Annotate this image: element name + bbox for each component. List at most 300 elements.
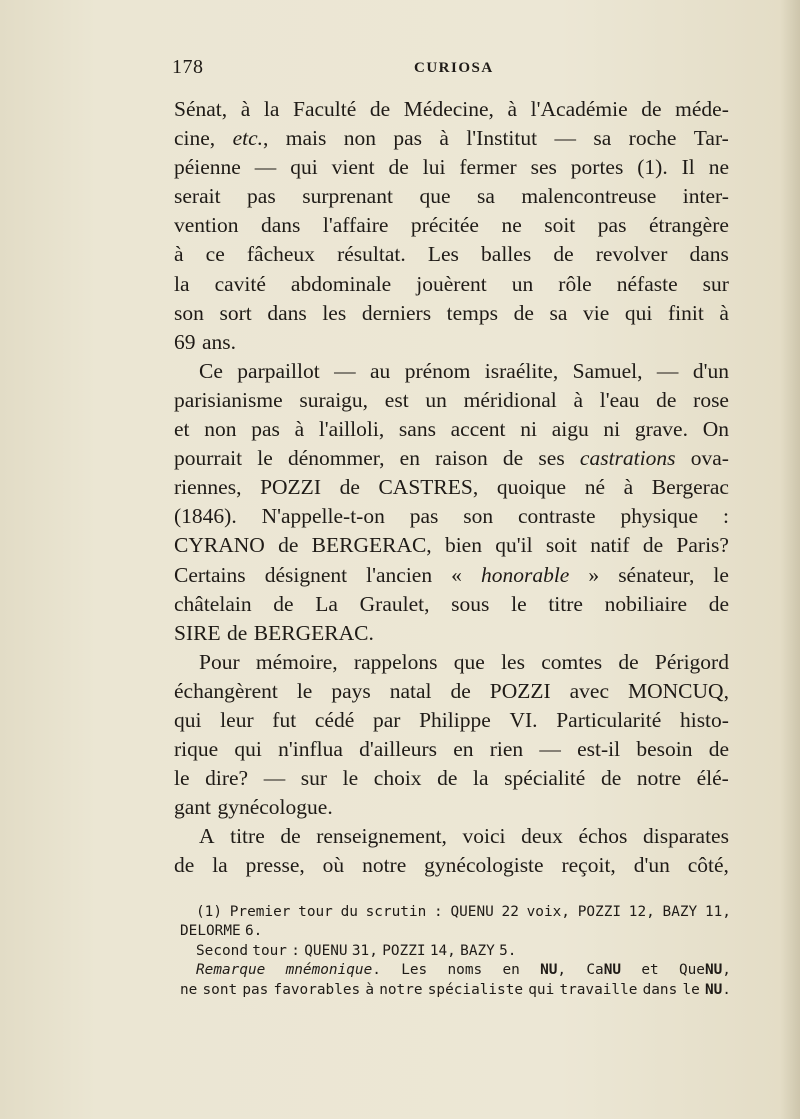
body-word: [723, 502, 729, 531]
body-text: un: [511, 271, 534, 296]
footnote-word: [352, 942, 378, 961]
body-line: [174, 240, 729, 269]
body-text: l'ancien: [366, 562, 433, 587]
body-word: [690, 240, 729, 269]
body-text: à: [623, 475, 634, 500]
body-word: [649, 211, 729, 240]
body-word: [174, 561, 246, 590]
body-word: [255, 153, 277, 182]
body-text: la: [473, 766, 489, 791]
body-text: —: [254, 155, 277, 180]
body-text: natal: [389, 678, 432, 703]
body-text: ans.: [201, 329, 236, 354]
body-text: les: [322, 300, 347, 325]
body-text: Particularité: [556, 707, 662, 732]
body-text: l'ailloli,: [318, 417, 385, 442]
footnote-text: NU: [704, 962, 723, 979]
footnote-text: (1): [196, 904, 222, 920]
body-text: à: [240, 97, 251, 121]
footnote-text: 22: [501, 904, 519, 920]
body-text: (1).: [637, 155, 668, 180]
body-text: ne: [501, 213, 522, 238]
running-head: CURIOSA: [414, 60, 494, 76]
footnote-word: [242, 981, 268, 1000]
body-text: ni: [520, 417, 537, 442]
body-word: [447, 299, 498, 328]
body-word: [618, 648, 638, 677]
body-word: [624, 473, 634, 502]
footnote-text: QUENU: [450, 904, 494, 920]
body-word: [234, 735, 261, 764]
body-text: à: [719, 300, 729, 325]
body-word: [588, 561, 599, 590]
footnote-word: [245, 922, 262, 941]
body-word: [655, 648, 729, 677]
body-text: mémoire,: [255, 649, 338, 674]
body-text: de: [641, 97, 662, 121]
body-text: né: [584, 475, 605, 500]
body-word: [174, 211, 239, 240]
body-word: [531, 153, 557, 182]
body-word: [315, 590, 338, 619]
body-text: Graulet,: [359, 591, 430, 616]
body-text: de: [708, 591, 729, 616]
body-word: [343, 764, 359, 793]
body-word: [693, 357, 729, 386]
body-text: mais: [285, 126, 327, 151]
body-word: [297, 677, 313, 706]
footnote-text: BAZY: [662, 904, 698, 920]
body-word: [174, 502, 237, 531]
body-word: [293, 95, 356, 124]
body-line: [174, 299, 729, 328]
footnote-word: [663, 903, 698, 922]
body-text: de: [513, 300, 534, 325]
body-word: [635, 415, 688, 444]
footnote-word: [252, 942, 287, 961]
body-word: [204, 415, 236, 444]
body-word: [256, 648, 338, 677]
body-text: soit: [544, 213, 576, 238]
body-text: nobiliaire: [604, 591, 688, 616]
body-word: [703, 415, 729, 444]
body-word: [675, 95, 729, 124]
body-line: [174, 182, 729, 211]
body-word: [206, 240, 225, 269]
body-text: rose: [693, 387, 729, 412]
body-text: de: [388, 155, 409, 180]
body-word: [600, 386, 640, 415]
body-text: échos: [578, 824, 628, 849]
body-word: [709, 590, 729, 619]
body-word: [405, 357, 471, 386]
body-text: dans: [260, 213, 301, 238]
body-word: [264, 95, 280, 124]
body-word: [548, 590, 583, 619]
body-text: de: [339, 475, 360, 500]
body-word: [374, 764, 422, 793]
body-text: etc.: [232, 126, 263, 151]
body-word: [291, 270, 391, 299]
body-word: [378, 473, 478, 502]
body-word: [241, 95, 251, 124]
body-word: [521, 822, 563, 851]
footnote-text: Premier: [229, 904, 291, 920]
footnote-word: [274, 981, 361, 1000]
body-word: [593, 124, 611, 153]
footnote-word: [705, 903, 731, 922]
body-text: besoin: [636, 737, 693, 762]
body-word: [541, 648, 602, 677]
body-word: [538, 444, 564, 473]
body-word: [212, 851, 228, 880]
body-line: [174, 793, 729, 822]
body-text: ova-: [690, 446, 729, 471]
body-text: [174, 95, 729, 881]
footnote-text: NU: [540, 962, 558, 979]
footnote-text: Remarque: [196, 962, 266, 979]
body-text: :: [722, 504, 729, 529]
body-word: [323, 851, 345, 880]
body-word: [454, 648, 485, 677]
body-text: soit: [545, 533, 577, 558]
body-word: [390, 677, 432, 706]
body-text: qui: [174, 707, 202, 732]
body-text: roche: [628, 126, 677, 151]
body-text: La: [315, 591, 338, 616]
footnote-text: tour: [298, 904, 333, 920]
body-word: [450, 677, 470, 706]
body-word: [174, 124, 215, 153]
body-word: [643, 822, 729, 851]
body-word: [485, 357, 558, 386]
body-text: d'un: [692, 358, 729, 383]
body-text: gynécologiste: [424, 853, 544, 878]
body-text: méde-: [675, 97, 729, 121]
footnote-text: en: [502, 962, 520, 979]
footnote-text: BAZY: [460, 942, 495, 959]
body-line: [174, 822, 729, 851]
body-word: [531, 95, 628, 124]
footnote-line: [180, 922, 731, 941]
body-word: [643, 531, 663, 560]
body-word: [419, 706, 491, 735]
body-text: ses: [538, 446, 565, 471]
body-text: Bergerac: [651, 475, 729, 500]
body-text: accent: [450, 417, 506, 442]
body-line: [174, 386, 729, 415]
body-word: [573, 386, 583, 415]
footnote-text: pas: [242, 981, 269, 998]
footnote-text: noms: [447, 962, 483, 979]
body-line: [174, 95, 729, 124]
footnote-word: [434, 903, 443, 922]
body-word: [490, 677, 551, 706]
body-text: méridional: [463, 387, 557, 412]
body-text: et: [174, 417, 190, 442]
body-text: temps: [446, 300, 499, 325]
footnote-word: [196, 961, 265, 980]
body-word: [495, 531, 532, 560]
footnote-word: [401, 961, 427, 980]
body-word: [641, 95, 661, 124]
body-word: [273, 590, 293, 619]
body-word: [411, 211, 479, 240]
body-word: [404, 95, 494, 124]
footnote-word: [679, 961, 731, 980]
body-text: n'influa: [278, 737, 343, 762]
body-text: Certains: [174, 562, 246, 587]
footnote-word: [540, 961, 566, 980]
footnote-text: .: [722, 981, 731, 998]
body-word: [359, 735, 437, 764]
body-line: [174, 270, 729, 299]
body-text: sort: [219, 300, 252, 325]
body-word: [605, 590, 687, 619]
body-word: [463, 822, 506, 851]
body-word: [453, 735, 473, 764]
body-text: CASTRES,: [378, 475, 479, 500]
body-text: dire?: [205, 766, 249, 791]
body-text: fâcheux: [246, 242, 315, 267]
body-word: [544, 211, 575, 240]
body-word: [553, 240, 573, 269]
body-text: physique: [620, 504, 699, 529]
footnote-text: QUENU: [304, 942, 348, 959]
body-line: [174, 531, 729, 560]
body-text: pourrait: [174, 446, 243, 471]
body-text: finit: [667, 300, 704, 325]
body-text: contraste: [517, 504, 596, 529]
body-text: choix: [373, 766, 422, 791]
body-text: Médecine,: [403, 97, 494, 121]
body-text: le: [296, 678, 313, 703]
body-text: presse,: [245, 853, 305, 878]
body-line: [174, 561, 729, 590]
footnote-text: notre: [379, 981, 423, 998]
body-text: rappelons: [353, 649, 438, 674]
body-text: suraigu,: [299, 387, 369, 412]
footnote-word: [291, 942, 300, 961]
body-word: [445, 531, 482, 560]
body-text: l'eau: [599, 387, 640, 412]
body-word: [354, 648, 438, 677]
footnote-word: [428, 981, 523, 1000]
body-word: [202, 328, 236, 357]
footnote-word: [341, 903, 358, 922]
footnote-text: ,: [722, 962, 731, 979]
body-text: pas: [251, 417, 280, 442]
body-word: [267, 299, 306, 328]
body-word: [637, 764, 681, 793]
body-line: [174, 444, 729, 473]
footnote-text: mnémonique: [285, 962, 373, 979]
body-text: d'ailleurs: [359, 737, 438, 762]
footnote-word: [586, 961, 621, 980]
body-word: [174, 240, 184, 269]
body-text: riennes,: [174, 475, 242, 500]
body-text: de: [174, 853, 195, 878]
footnote-text: .: [372, 962, 381, 979]
body-text: à: [507, 97, 518, 121]
body-text: CYRANO: [174, 533, 265, 558]
body-word: [693, 386, 729, 415]
body-text: sur: [300, 766, 328, 791]
body-word: [337, 240, 406, 269]
body-text: sénateur,: [618, 562, 695, 587]
body-text: A: [199, 824, 215, 849]
body-text: jouèrent: [416, 271, 487, 296]
body-word: [299, 386, 368, 415]
body-word: [688, 851, 729, 880]
body-text: en: [453, 737, 474, 762]
body-word: [217, 793, 332, 822]
body-text: qui: [290, 155, 318, 180]
body-text: sans: [398, 417, 436, 442]
body-word: [451, 415, 506, 444]
body-word: [219, 299, 251, 328]
body-word: [174, 270, 190, 299]
footnote-text: tour: [252, 942, 287, 959]
footnote-word: [286, 961, 381, 980]
body-word: [260, 473, 321, 502]
body-word: [435, 444, 488, 473]
body-word: [199, 357, 223, 386]
body-word: [174, 793, 211, 822]
body-word: [511, 590, 527, 619]
body-word: [416, 270, 486, 299]
body-text: de: [278, 533, 299, 558]
body-word: [251, 415, 280, 444]
body-word: [585, 473, 605, 502]
footnote-word: [379, 981, 422, 1000]
page-number: 178: [172, 56, 204, 78]
footnote-word: [629, 903, 655, 922]
body-word: [554, 124, 576, 153]
body-word: [174, 328, 196, 357]
body-text: Périgord: [654, 649, 729, 674]
body-word: [512, 270, 534, 299]
body-text: son: [463, 504, 494, 529]
body-word: [295, 415, 305, 444]
body-text: balles: [481, 242, 532, 267]
footnote-word: [502, 903, 519, 922]
body-text: rôle: [558, 271, 592, 296]
footnote-text: dans: [642, 981, 678, 998]
body-text: pas: [247, 184, 276, 209]
body-word: [319, 415, 384, 444]
body-text: sa: [549, 300, 568, 325]
footnote-word: [196, 903, 222, 922]
footnote-word: [705, 981, 731, 1000]
body-word: [262, 502, 385, 531]
footnote-text: sont: [202, 981, 238, 998]
footnote-word: [450, 903, 493, 922]
body-text: natif: [590, 533, 630, 558]
body-word: [389, 153, 409, 182]
body-text: BERGERAC.: [253, 620, 374, 645]
body-text: ses: [530, 155, 557, 180]
footnote-text: DELORME: [180, 923, 241, 940]
body-text: de: [502, 446, 524, 471]
body-word: [312, 531, 432, 560]
body-text: SIRE: [174, 620, 221, 645]
body-word: [497, 473, 566, 502]
body-text: cavité: [214, 271, 266, 296]
body-word: [316, 822, 447, 851]
body-line: [174, 677, 729, 706]
body-word: [518, 502, 596, 531]
body-line: [174, 590, 729, 619]
body-word: [694, 124, 729, 153]
body-text: reçoit,: [561, 853, 616, 878]
body-word: [385, 386, 409, 415]
body-text: pas: [409, 504, 439, 529]
body-word: [315, 706, 354, 735]
body-text: MONCUQ,: [628, 678, 729, 703]
body-word: [719, 299, 729, 328]
body-text: Ce: [199, 358, 223, 383]
body-text: sur: [702, 271, 729, 296]
footnote-word: [460, 942, 495, 961]
body-text: l'affaire: [322, 213, 389, 238]
body-text: lui: [422, 155, 446, 180]
body-text: (1846).: [174, 504, 237, 529]
body-text: Pour: [199, 649, 240, 674]
body-text: aigu: [551, 417, 589, 442]
body-text: pas: [597, 213, 627, 238]
body-word: [629, 124, 677, 153]
body-text: à: [174, 242, 184, 267]
footnote-text: 6.: [244, 923, 263, 940]
body-word: [323, 211, 389, 240]
body-word: [459, 153, 516, 182]
body-text: spécialité: [504, 766, 586, 791]
body-text: de: [708, 737, 729, 762]
body-text: Les: [427, 242, 459, 267]
body-word: [550, 299, 568, 328]
body-word: [539, 735, 561, 764]
body-word: [301, 764, 327, 793]
body-text: israélite,: [484, 358, 559, 383]
footnote-text: qui: [528, 981, 555, 998]
footnote-word: [230, 903, 291, 922]
body-word: [174, 95, 227, 124]
body-text: sa: [593, 126, 612, 151]
footnote-text: Que: [678, 962, 705, 979]
body-text: est-il: [577, 737, 621, 762]
body-text: pas: [393, 126, 423, 151]
footnote-word: [641, 961, 658, 980]
body-word: [286, 124, 327, 153]
body-word: [362, 851, 406, 880]
body-text: châtelain: [174, 591, 252, 616]
body-word: [360, 590, 430, 619]
body-text: au: [370, 358, 391, 383]
body-word: [451, 590, 489, 619]
body-word: [393, 124, 422, 153]
footnote-text: du: [340, 904, 358, 920]
footnote-text: 11,: [704, 904, 731, 920]
body-text: l'Institut: [466, 126, 538, 151]
body-word: [174, 386, 283, 415]
body-word: [583, 299, 609, 328]
body-line: [174, 328, 729, 357]
body-text: comtes: [541, 649, 603, 674]
body-text: par: [372, 707, 401, 732]
footnote-text: 14,: [429, 942, 456, 959]
body-text: malencontreuse: [521, 184, 657, 209]
